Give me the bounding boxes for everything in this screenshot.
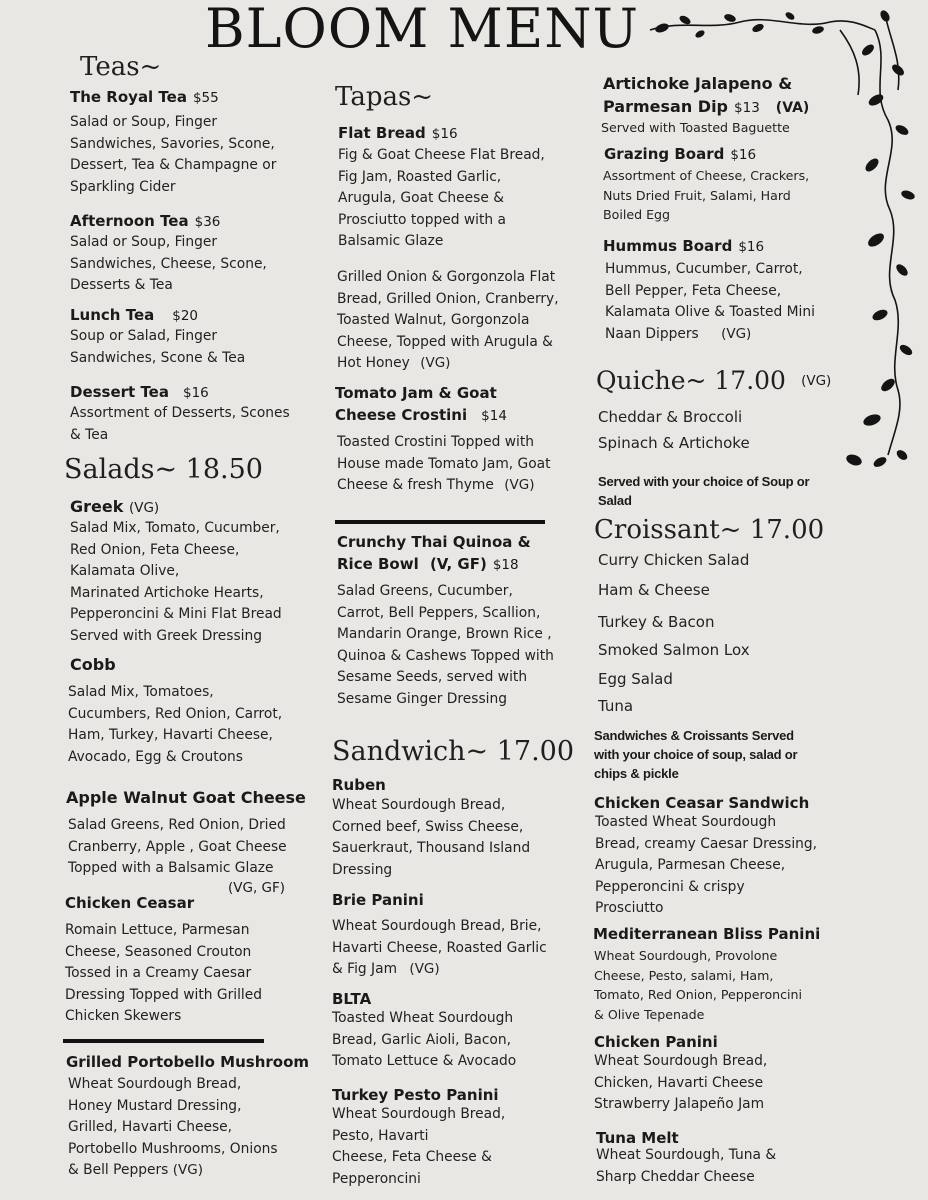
divider bbox=[63, 1039, 264, 1043]
item-name: Brie Panini bbox=[332, 891, 424, 909]
item-name: Grilled Portobello Mushroom bbox=[66, 1053, 310, 1071]
item-price: $16 bbox=[730, 147, 757, 163]
item-tag: (V, GF) bbox=[429, 555, 487, 573]
menu-item-brie-panini: Brie Panini Wheat Sourdough Bread, Brie, Havarti Cheese, Roasted Garlic & Fig Jam (VG) bbox=[332, 891, 547, 977]
menu-item-flat-bread: Flat Bread $16 Fig & Goat Cheese Flat Bread, Fig Jam, Roasted Garlic, Arugula, Goat Cheese & Prosciutto topped with a Balsamic Glaze bbox=[338, 124, 545, 250]
item-price: $36 bbox=[194, 214, 221, 230]
menu-item-cobb: Cobb Salad Mix, Tomatoes, Cucumbers, Red Onion, Carrot, Ham, Turkey, Havarti Cheese, Avocado, Egg & Croutons bbox=[68, 655, 283, 765]
menu-item-chicken-panini: Chicken Panini Wheat Sourdough Bread, Chicken, Havarti Cheese Strawberry Jalapeño Jam bbox=[594, 1033, 768, 1112]
item-name: Dessert Tea bbox=[70, 383, 169, 401]
menu-title: BLOOM MENU bbox=[205, 0, 640, 60]
quiche-item: Spinach & Artichoke bbox=[598, 434, 750, 452]
item-name: Artichoke Jalapeno & bbox=[603, 74, 793, 93]
item-tag: (VG) bbox=[172, 1162, 203, 1178]
item-price: $18 bbox=[492, 557, 519, 573]
salads-heading: Salads~ 18.50 bbox=[64, 454, 263, 485]
item-name: BLTA bbox=[332, 990, 372, 1008]
item-name: Crunchy Thai Quinoa & bbox=[337, 533, 531, 551]
menu-item-chicken-ceasar: (VG, GF) Chicken Ceasar Romain Lettuce, Parmesan Cheese, Seasoned Crouton Tossed in a Creamy Caesar Dressing Topped with Grilled Chicken Skewers bbox=[65, 880, 295, 1028]
menu-item-grazing-board: Grazing Board $16 Assortment of Cheese, Crackers, Nuts Dried Fruit, Salami, Hard Boiled Egg bbox=[603, 145, 810, 223]
menu-item-afternoon-tea: Afternoon Tea $36 Salad or Soup, Finger Sandwiches, Cheese, Scone, Desserts & Tea bbox=[70, 212, 267, 294]
item-price: $55 bbox=[192, 90, 219, 106]
item-name: Ruben bbox=[332, 776, 386, 794]
item-tag: (VG) bbox=[128, 500, 160, 516]
item-name: Chicken Ceasar bbox=[65, 894, 195, 912]
item-name: Cheese Crostini bbox=[335, 406, 468, 424]
menu-item-chicken-ceasar-sandwich: Chicken Ceasar Sandwich Toasted Wheat Sourdough Bread, creamy Caesar Dressing, Arugula, Parmesan Cheese, Pepperoncini & crispy Prosciutto bbox=[594, 794, 818, 916]
teas-heading: Teas~ bbox=[80, 52, 162, 82]
item-price: $13 bbox=[734, 100, 760, 117]
quiche-heading: Quiche~ 17.00 bbox=[596, 366, 786, 395]
item-tag: (VG) bbox=[801, 373, 832, 389]
item-tag: (VG) bbox=[420, 355, 451, 371]
item-tag: (VG) bbox=[721, 325, 752, 342]
item-name: Grazing Board bbox=[604, 145, 725, 163]
item-name: Rice Bowl bbox=[337, 555, 419, 573]
item-tag: (VG) bbox=[504, 477, 535, 494]
item-tag: (VA) bbox=[775, 100, 810, 117]
item-tag: (VG) bbox=[409, 961, 440, 977]
menu-item-quinoa-bowl: Crunchy Thai Quinoa & Rice Bowl (V, GF) $18 Salad Greens, Cucumber, Carrot, Bell Peppers, Scallion, Mandarin Orange, Brown Rice , Quinoa & Cashews Topped with Sesame Seeds, served with Sesame Ginger Dressing bbox=[337, 533, 554, 707]
quiche-item: Cheddar & Broccoli bbox=[598, 408, 743, 426]
croissant-item: Curry Chicken Salad bbox=[598, 551, 750, 569]
item-name: Apple Walnut Goat Cheese bbox=[66, 788, 306, 807]
item-name: Tomato Jam & Goat bbox=[335, 384, 497, 402]
menu-item-mediterranean-panini: Mediterranean Bliss Panini Wheat Sourdough, Provolone Cheese, Pesto, salami, Ham, Tomato, Red Onion, Pepperoncini & Olive Tepenade bbox=[593, 925, 821, 1022]
quiche-note: Served with your choice of Soup or Salad bbox=[598, 474, 810, 508]
croissant-item: Turkey & Bacon bbox=[598, 613, 715, 631]
croissant-item: Ham & Cheese bbox=[598, 581, 710, 599]
menu-item-dessert-tea: Dessert Tea $16 Assortment of Desserts, Scones & Tea bbox=[70, 383, 290, 443]
item-name: Lunch Tea bbox=[70, 306, 155, 324]
item-price: $14 bbox=[481, 408, 507, 424]
item-name: Flat Bread bbox=[338, 124, 426, 142]
menu-item-grilled-onion: Grilled Onion & Gorgonzola Flat Bread, Grilled Onion, Cranberry, Toasted Walnut, Gorgonzola Cheese, Topped with Arugula & Hot Honey (VG) bbox=[337, 269, 559, 371]
menu-item-hummus-board: Hummus Board $16 Hummus, Cucumber, Carrot, Bell Pepper, Feta Cheese, Kalamata Olive & Toasted Mini Naan Dippers (VG) bbox=[603, 237, 815, 342]
item-name: Hummus Board bbox=[603, 237, 733, 255]
menu-item-blta: BLTA Toasted Wheat Sourdough Bread, Garlic Aioli, Bacon, Tomato Lettuce & Avocado bbox=[332, 990, 517, 1069]
item-name: Turkey Pesto Panini bbox=[332, 1086, 499, 1104]
item-price: $16 bbox=[738, 239, 765, 255]
item-name: Tuna Melt bbox=[596, 1129, 679, 1147]
croissant-item: Egg Salad bbox=[598, 670, 673, 688]
item-tag: (VG, GF) bbox=[228, 880, 286, 896]
item-name: Afternoon Tea bbox=[70, 212, 189, 230]
item-name: Chicken Panini bbox=[594, 1033, 718, 1051]
divider bbox=[335, 520, 545, 524]
croissant-heading: Croissant~ 17.00 bbox=[594, 515, 825, 545]
item-name: Mediterranean Bliss Panini bbox=[593, 925, 821, 943]
item-price: $16 bbox=[182, 385, 209, 401]
quiche-section bbox=[596, 368, 831, 393]
menu-item-tuna-melt: Tuna Melt Wheat Sourdough, Tuna & Sharp Cheddar Cheese bbox=[596, 1129, 777, 1185]
menu-item-portobello: Grilled Portobello Mushroom Wheat Sourdough Bread, Honey Mustard Dressing, Grilled, Havarti Cheese, Portobello Mushrooms, Onions & Bell Peppers (VG) bbox=[66, 1053, 310, 1178]
menu-item-crostini: Tomato Jam & Goat Cheese Crostini $14 Toasted Crostini Topped with House made Tomato Jam, Goat Cheese & fresh Thyme (VG) bbox=[335, 384, 551, 494]
menu-item-greek: Greek (VG) Salad Mix, Tomato, Cucumber, Red Onion, Feta Cheese, Kalamata Olive, Marinated Artichoke Hearts, Pepperoncini & Mini Flat Bread Served with Greek Dressing bbox=[70, 497, 282, 644]
menu-item-ruben: Ruben Wheat Sourdough Bread, Corned beef, Swiss Cheese, Sauerkraut, Thousand Island Dressing bbox=[332, 776, 531, 878]
item-price: $16 bbox=[431, 126, 458, 142]
item-name: Greek bbox=[70, 497, 124, 516]
tapas-heading: Tapas~ bbox=[335, 82, 434, 112]
item-price: $20 bbox=[172, 308, 199, 324]
menu-item-royal-tea: The Royal Tea $55 Salad or Soup, Finger Sandwiches, Savories, Scone, Dessert, Tea & Champagne or Sparkling Cider bbox=[70, 88, 277, 195]
item-name: The Royal Tea bbox=[70, 88, 187, 106]
croissant-item: Tuna bbox=[598, 697, 634, 715]
menu-item-artichoke-dip: Artichoke Jalapeno & Parmesan Dip $13 (VA) Served with Toasted Baguette bbox=[601, 74, 810, 135]
item-name: Cobb bbox=[70, 655, 116, 674]
croissant-note: Sandwiches & Croissants Served with your choice of soup, salad or chips & pickle bbox=[594, 728, 798, 781]
sandwich-heading: Sandwich~ 17.00 bbox=[332, 736, 575, 767]
menu-item-lunch-tea: Lunch Tea $20 Soup or Salad, Finger Sandwiches, Scone & Tea bbox=[70, 306, 246, 366]
croissant-item: Smoked Salmon Lox bbox=[598, 641, 750, 659]
menu-item-apple-walnut: Apple Walnut Goat Cheese Salad Greens, Red Onion, Dried Cranberry, Apple , Goat Cheese Topped with a Balsamic Glaze bbox=[66, 788, 306, 877]
item-name: Chicken Ceasar Sandwich bbox=[594, 794, 810, 812]
item-name: Parmesan Dip bbox=[603, 97, 729, 117]
menu-item-turkey-pesto: Turkey Pesto Panini Wheat Sourdough Bread, Pesto, Havarti Cheese, Feta Cheese & Pepperoncini bbox=[332, 1086, 506, 1187]
